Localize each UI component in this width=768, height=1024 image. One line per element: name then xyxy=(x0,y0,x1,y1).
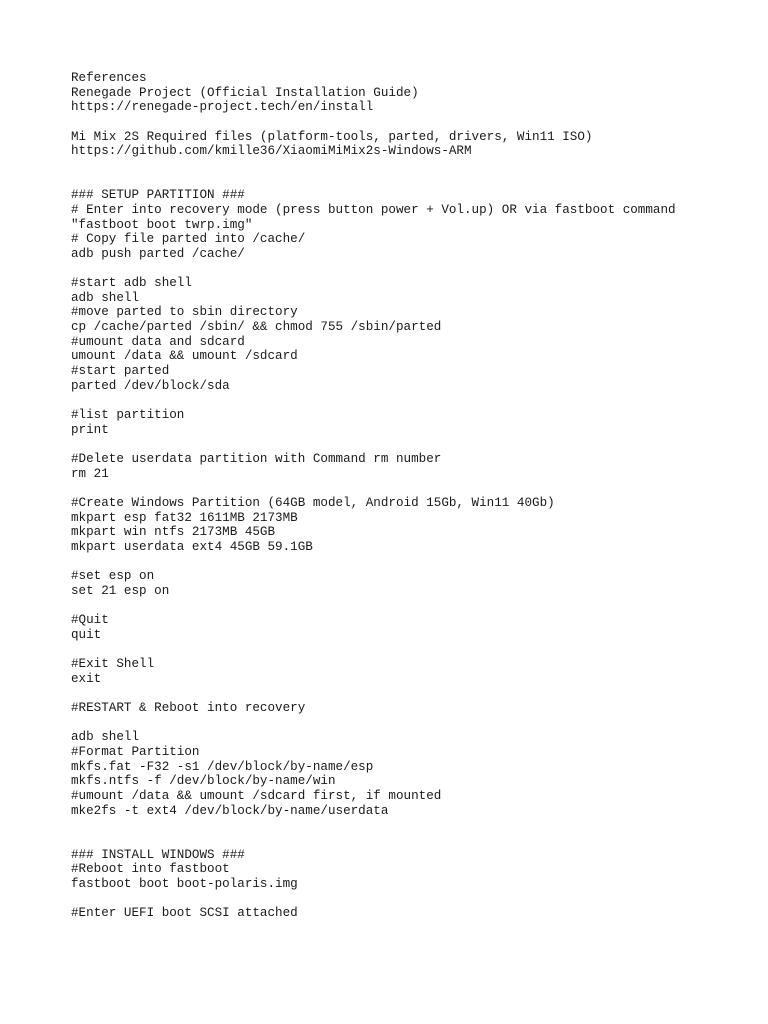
doc-line: https://github.com/kmille36/XiaomiMiMix2s-Windows-ARM xyxy=(71,144,472,159)
doc-line xyxy=(71,261,748,276)
doc-line xyxy=(71,686,748,701)
doc-line xyxy=(71,892,748,907)
doc-line: #Quit xyxy=(71,613,109,628)
doc-line: #Format Partition xyxy=(71,745,200,759)
doc-line xyxy=(71,159,748,174)
doc-line: set 21 esp on xyxy=(71,583,170,598)
doc-line: mke2fs -t ext4 /dev/block/by-name/userdata xyxy=(71,803,389,818)
doc-line xyxy=(71,818,748,833)
doc-line: #umount data and sdcard xyxy=(71,334,245,349)
doc-line xyxy=(71,921,748,936)
doc-line: ### SETUP PARTITION ### xyxy=(71,188,245,203)
doc-line: #list partition xyxy=(71,408,185,423)
doc-line: #RESTART & Reboot into recovery xyxy=(71,701,306,716)
doc-line xyxy=(71,115,748,130)
doc-line: #start parted xyxy=(71,364,170,379)
doc-line: # Enter into recovery mode (press button power + Vol.up) OR via fastboot command xyxy=(71,202,676,217)
doc-line: mkpart win ntfs 2173MB 45GB xyxy=(71,525,276,540)
doc-line: adb shell xyxy=(71,290,140,305)
doc-line: Renegade Project (Official Installation Guide) xyxy=(71,85,419,100)
doc-line: #move parted to sbin directory xyxy=(71,305,298,320)
doc-line: https://renegade-project.tech/en/install xyxy=(71,100,374,115)
doc-line: mkfs.fat -F32 -s1 /dev/block/by-name/esp xyxy=(71,759,374,774)
doc-line: umount /data && umount /sdcard xyxy=(71,349,298,364)
doc-line xyxy=(71,393,748,408)
document-page xyxy=(71,71,748,935)
doc-line: parted /dev/block/sda xyxy=(71,378,230,393)
doc-line: #Exit Shell xyxy=(71,657,155,672)
doc-line xyxy=(71,599,748,614)
doc-line: ### INSTALL WINDOWS ### xyxy=(71,847,245,862)
doc-line: #set esp on xyxy=(71,569,155,584)
doc-line: mkpart esp fat32 1611MB 2173MB xyxy=(71,510,298,525)
doc-line: rm 21 xyxy=(71,466,109,481)
doc-line: #Delete userdata partition with Command rm number xyxy=(71,451,442,466)
doc-line: adb push parted /cache/ xyxy=(71,246,245,261)
doc-line: #Create Windows Partition (64GB model, Android 15Gb, Win11 40Gb) xyxy=(71,495,555,510)
doc-line xyxy=(71,642,748,657)
doc-line xyxy=(71,437,748,452)
doc-line: fastboot boot boot-polaris.img xyxy=(71,876,298,891)
doc-line xyxy=(71,481,748,496)
doc-line: exit xyxy=(71,671,102,686)
doc-line: quit xyxy=(71,627,102,642)
doc-line xyxy=(71,833,748,848)
doc-line: #Reboot into fastboot xyxy=(71,862,230,877)
doc-line xyxy=(71,716,748,731)
doc-line: mkfs.ntfs -f /dev/block/by-name/win xyxy=(71,774,336,789)
doc-line: adb shell xyxy=(71,730,140,745)
doc-line: "fastboot boot twrp.img" xyxy=(71,217,253,232)
doc-line: References xyxy=(71,71,147,85)
doc-line: print xyxy=(71,422,109,437)
doc-line: cp /cache/parted /sbin/ && chmod 755 /sbin/parted xyxy=(71,320,442,335)
doc-line: Mi Mix 2S Required files (platform-tools, parted, drivers, Win11 ISO) xyxy=(71,129,593,144)
doc-line: #Enter UEFI boot SCSI attached xyxy=(71,906,298,921)
doc-line: #umount /data && umount /sdcard first, if mounted xyxy=(71,788,442,803)
doc-line xyxy=(71,555,748,570)
doc-line: #start adb shell xyxy=(71,276,192,291)
doc-line: mkpart userdata ext4 45GB 59.1GB xyxy=(71,539,313,554)
doc-line xyxy=(71,174,748,189)
doc-line: # Copy file parted into /cache/ xyxy=(71,232,306,247)
